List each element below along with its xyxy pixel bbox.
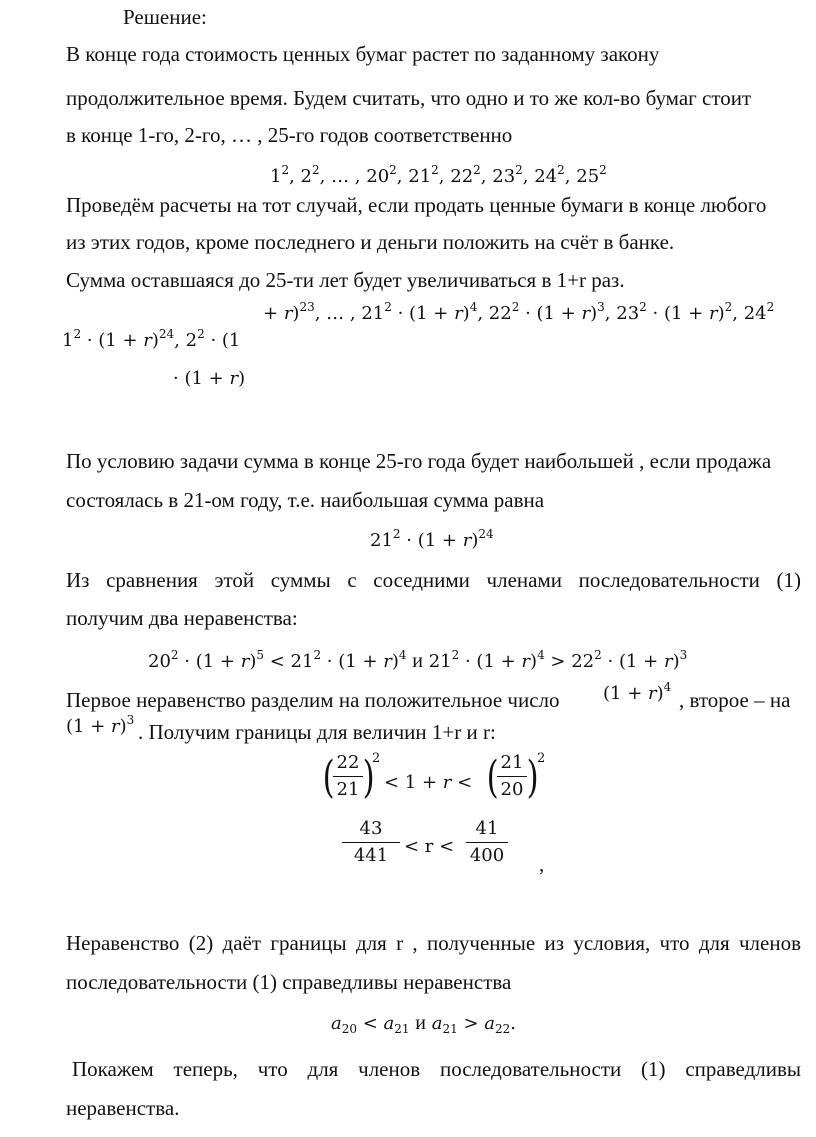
exponent-2b: 2 <box>537 751 546 766</box>
fraction-41-400-denominator: 400 <box>469 845 505 866</box>
formula-max-sum: $21^2 \cdot (1 + r)^{24}$ <box>370 527 494 551</box>
inequality-middle <box>384 772 472 794</box>
fraction-41-400-numerator: 41 <box>475 818 499 839</box>
paragraph-6-line-1b: , второе – на <box>679 688 791 712</box>
left-paren-2: ( <box>486 752 499 803</box>
paragraph-1-line-3: в конце 1-го, 2-го, … , 25-го годов соответственно <box>66 123 513 147</box>
fraction-43-441-denominator: 441 <box>353 845 389 866</box>
fraction-43-441-numerator: 43 <box>359 818 383 839</box>
fraction-21-20 <box>497 752 527 801</box>
less-than: < <box>451 772 473 793</box>
formula-divisor-1: $(1 + r)^4$ <box>603 680 672 704</box>
paragraph-1-line-1: В конце года стоимость ценных бумаг растет по заданному закону <box>66 42 660 66</box>
fraction-21-20-denominator: 20 <box>500 779 524 800</box>
paragraph-8-line-2: неравенства. <box>66 1096 180 1120</box>
paragraph-7-line-1: Неравенство (2) даёт границы для r , полученные из условия, что для членов <box>66 931 801 955</box>
formula-sequence-inequalities: $a_{20} < a_{21}$ и $a_{21} > a_{22}$. <box>331 1012 517 1036</box>
fraction-bar <box>466 842 508 843</box>
paragraph-1-line-2: продолжительное время. Будем считать, что одно и то же кол-во бумаг стоит <box>66 86 752 110</box>
right-paren-2: ) <box>526 752 539 803</box>
fraction-22-21-numerator: 22 <box>336 752 360 773</box>
fraction-41-400 <box>466 818 508 867</box>
paragraph-5-line-1: Из сравнения этой суммы с соседними членами последовательности (1) <box>66 568 801 592</box>
exponent-2a: 2 <box>372 751 381 766</box>
formula-sums-line-1: + r)$^{23}$, … , $21^2 \cdot (1 + r)^4$, $22^2 \cdot (1 + r)^3$, $23^2 \cdot (1 + r)^2$, $24^2$ <box>263 300 775 324</box>
paragraph-5-line-2: получим два неравенства: <box>66 606 298 630</box>
formula-two-inequalities: $20^2 \cdot (1 + r)^5 < 21^2 \cdot (1 + r)^4$ и $21^2 \cdot (1 + r)^4 > 22^2 \cdot (1 + r)^3$ <box>148 648 688 672</box>
formula-divisor-2: $(1 + r)^3$ <box>66 713 135 737</box>
fraction-43-441 <box>342 818 400 867</box>
fraction-22-21 <box>333 752 363 801</box>
fraction-21-20-numerator: 21 <box>500 752 524 773</box>
heading: Решение: <box>123 5 207 29</box>
fraction-22-21-denominator: 21 <box>336 779 360 800</box>
variable-r: r <box>442 772 452 793</box>
trailing-comma: , <box>539 852 545 876</box>
and-word-2: и <box>415 1012 426 1034</box>
paragraph-4-line-1: По условию задачи сумма в конце 25-го года будет наибольшей , если продажа <box>66 449 772 473</box>
paragraph-2-line-1: Проведём расчеты на тот случай, если продать ценные бумаги в конце любого <box>66 193 767 217</box>
paragraph-8-line-1: Покажем теперь, что для членов последовательности (1) справедливы <box>72 1057 801 1081</box>
formula-squares-sequence: $1^2$, $2^2$, … , $20^2$, $21^2$, $22^2$, $23^2$, $24^2$, $25^2$ <box>270 163 607 187</box>
r-bounds-middle: < r < <box>404 836 455 857</box>
formula-sums-line-0: $1^2 \cdot (1 + r)^{24}$, $2^2 \cdot (1$ <box>62 327 241 351</box>
right-paren-1: ) <box>362 752 375 803</box>
paragraph-2-line-2: из этих годов, кроме последнего и деньги положить на счёт в банке. <box>66 230 675 254</box>
fraction-bar <box>342 842 400 843</box>
paragraph-3: Сумма оставшаяся до 25-ти лет будет увеличиваться в 1+r раз. <box>66 268 625 292</box>
inequality-middle-text: < 1 + <box>384 772 443 793</box>
fraction-bar <box>333 776 363 777</box>
left-paren-1: ( <box>322 752 335 803</box>
paragraph-7-line-2: последовательности (1) справедливы неравенства <box>66 970 512 994</box>
paragraph-6-line-1a: Первое неравенство разделим на положительное число <box>66 688 560 712</box>
and-word: и <box>412 650 423 672</box>
fraction-bar <box>497 776 527 777</box>
paragraph-4-line-2: состоялась в 21-ом году, т.е. наибольшая сумма равна <box>66 488 545 512</box>
formula-sums-line-2: · (1 + r) <box>173 368 246 389</box>
paragraph-6-line-2: . Получим границы для величин 1+r и r: <box>138 720 496 744</box>
